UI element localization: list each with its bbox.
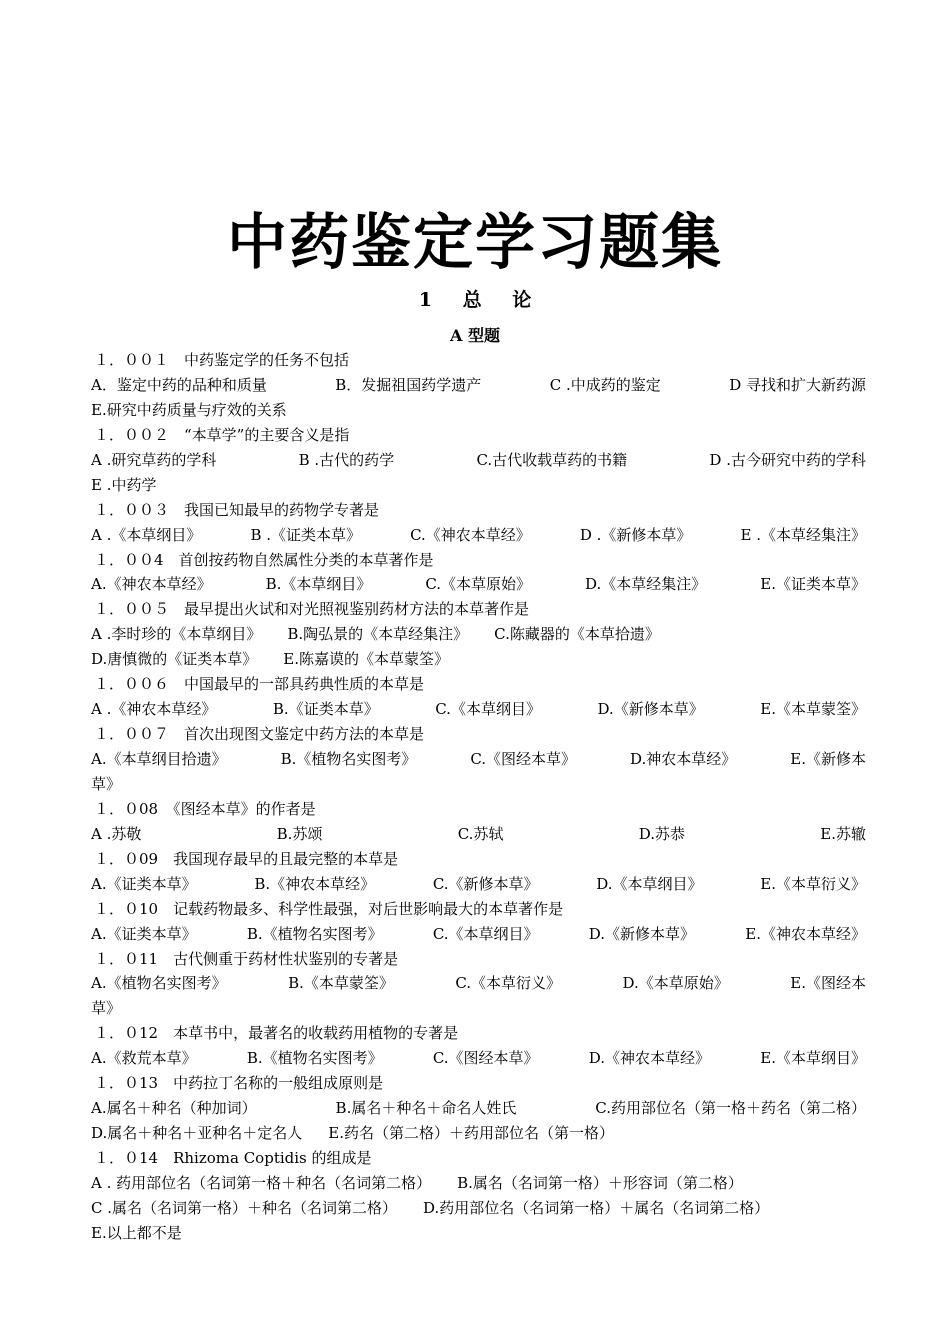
question-stem: １．００4 首创按药物自然属性分类的本草著作是 bbox=[94, 550, 434, 569]
option-line bbox=[91, 448, 866, 473]
option: A．鉴定中药的品种和质量 bbox=[91, 375, 267, 394]
option: C.苏轼 bbox=[457, 824, 504, 843]
option: D.《本草纲目》 bbox=[596, 874, 703, 893]
option: D.《神农本草经》 bbox=[588, 1049, 711, 1068]
option-line bbox=[91, 922, 866, 947]
option: B.属名（名词第一格）＋形容词（第二格） bbox=[457, 1173, 743, 1192]
option: B.《本草蒙筌》 bbox=[288, 974, 394, 993]
question-stem: １．００３ 我国已知最早的药物学专著是 bbox=[94, 500, 380, 519]
option: E.《本草蒙筌》 bbox=[760, 700, 866, 719]
question-list bbox=[91, 348, 866, 1246]
option: D 寻找和扩大新药源 bbox=[729, 375, 866, 394]
option-line bbox=[91, 647, 866, 672]
option: E.陈嘉谟的《本草蒙筌》 bbox=[283, 650, 449, 669]
chapter-number: 1 bbox=[418, 289, 432, 311]
option: B.《本草纲目》 bbox=[265, 575, 372, 594]
option-line bbox=[91, 822, 866, 847]
option: A.《神农本草经》 bbox=[91, 575, 212, 594]
option-line bbox=[91, 1046, 866, 1071]
option: E.《新修本 bbox=[790, 750, 866, 768]
option: B.《证类本草》 bbox=[272, 700, 379, 719]
question-stem: １．００５ 最早提出火试和对光照视鉴别药材方法的本草著作是 bbox=[94, 600, 530, 619]
option: C .中成药的鉴定 bbox=[549, 375, 661, 394]
question-stem: １．０13 中药拉丁名称的一般组成原则是 bbox=[94, 1074, 384, 1093]
document-title: 中药鉴定学习题集 bbox=[227, 208, 723, 278]
option: B.属名＋种名＋命名人姓氏 bbox=[335, 1099, 517, 1118]
option: E.以上都不是 bbox=[91, 1223, 182, 1242]
option: E.研究中药质量与疗效的关系 bbox=[91, 400, 287, 419]
option-line bbox=[91, 697, 866, 722]
question-stem: １．０14 Rhizoma Coptidis 的组成是 bbox=[94, 1149, 372, 1167]
question-stem: １．０12 本草书中，最著名的收载药用植物的专著是 bbox=[94, 1024, 459, 1043]
option: E.《图经本 bbox=[790, 974, 866, 993]
option: C.《本草衍义》 bbox=[455, 974, 562, 993]
option: A.属名＋种名（种加词） bbox=[91, 1099, 257, 1118]
question-stem: １．０08 《图经本草》的作者是 bbox=[94, 799, 316, 818]
option: C .属名（名词第一格）＋种名（名词第二格） bbox=[91, 1198, 398, 1217]
option: E.《证类本草》 bbox=[760, 575, 866, 594]
option: B.《植物名实图考》 bbox=[246, 924, 383, 943]
option: C.陈藏器的《本草拾遗》 bbox=[494, 625, 660, 644]
option: B.《植物名实图考》 bbox=[246, 1049, 383, 1068]
option: D .《新修本草》 bbox=[579, 525, 692, 544]
option: B.《神农本草经》 bbox=[254, 874, 376, 893]
question-stem: １．００７ 首次出现图文鉴定中药方法的本草是 bbox=[94, 725, 425, 744]
option-line bbox=[91, 747, 866, 772]
option: D.属名＋种名＋亚种名＋定名人 bbox=[91, 1124, 303, 1143]
option: B .《证类本草》 bbox=[250, 525, 361, 544]
option: 草》 bbox=[91, 774, 122, 793]
question-stem: １．０11 古代侧重于药材性状鉴别的专著是 bbox=[94, 949, 399, 968]
option: B.陶弘景的《本草经集注》 bbox=[287, 625, 469, 644]
option: E.《本草衍义》 bbox=[760, 874, 866, 893]
option: B.苏颂 bbox=[276, 824, 323, 843]
option: E.《神农本草经》 bbox=[745, 924, 866, 943]
option-line bbox=[91, 622, 866, 647]
option: A .李时珍的《本草纲目》 bbox=[91, 625, 262, 644]
option: C.《本草纲目》 bbox=[435, 700, 541, 719]
option-line bbox=[91, 1171, 866, 1196]
option-line bbox=[91, 398, 866, 423]
option-line bbox=[91, 373, 866, 398]
option: D.《本草经集注》 bbox=[585, 575, 707, 594]
option: C.古代收载草药的书籍 bbox=[476, 450, 628, 469]
option: A.《证类本草》 bbox=[91, 874, 197, 893]
option: B .古代的药学 bbox=[298, 450, 395, 469]
option: D.《新修本草》 bbox=[597, 700, 704, 719]
question-stem: １．００２ “本草学”的主要含义是指 bbox=[94, 425, 350, 444]
option-line bbox=[91, 572, 866, 597]
option: A .《本草纲目》 bbox=[91, 525, 202, 544]
option-line bbox=[91, 872, 866, 897]
option: A.《本草纲目拾遗》 bbox=[91, 750, 227, 768]
option: C.《神农本草经》 bbox=[410, 525, 531, 544]
option: D.药用部位名（名词第一格）＋属名（名词第二格） bbox=[423, 1198, 770, 1217]
option: D.唐慎微的《证类本草》 bbox=[91, 650, 258, 669]
chapter-heading bbox=[0, 286, 950, 314]
option: D.神农本草经》 bbox=[630, 750, 737, 768]
option: E .中药学 bbox=[91, 475, 157, 494]
option: A.《证类本草》 bbox=[91, 924, 197, 943]
option: A.《救荒本草》 bbox=[91, 1049, 197, 1068]
option: 草》 bbox=[91, 999, 122, 1018]
chapter-title-char-2: 论 bbox=[512, 289, 532, 311]
option: C.《本草原始》 bbox=[425, 575, 532, 594]
option-line bbox=[91, 772, 866, 797]
option: C.《图经本草》 bbox=[470, 750, 577, 768]
question-stem: １．０09 我国现存最早的且最完整的本草是 bbox=[94, 849, 399, 868]
option-line bbox=[91, 1221, 866, 1246]
option: A.《植物名实图考》 bbox=[91, 974, 227, 993]
option: C.《本草纲目》 bbox=[432, 924, 539, 943]
option-line bbox=[91, 1196, 866, 1221]
option: D.《本草原始》 bbox=[622, 974, 729, 993]
option: A . 药用部位名（名词第一格＋种名（名词第二格） bbox=[91, 1173, 432, 1192]
option: E.《本草纲目》 bbox=[760, 1049, 866, 1068]
question-stem: １．００６ 中国最早的一部具药典性质的本草是 bbox=[94, 675, 425, 694]
option: A .苏敬 bbox=[91, 824, 142, 843]
option: D.苏恭 bbox=[638, 824, 685, 843]
option: E.药名（第二格）＋药用部位名（第一格） bbox=[328, 1124, 614, 1143]
question-stem: １．０10 记载药物最多、科学性最强，对后世影响最大的本草著作是 bbox=[94, 899, 564, 918]
option: E.苏辙 bbox=[820, 824, 866, 843]
option-line bbox=[91, 971, 866, 996]
option: D.《新修本草》 bbox=[588, 924, 696, 943]
option: E .《本草经集注》 bbox=[740, 525, 866, 544]
option-line bbox=[91, 1096, 866, 1121]
chapter-title-char-1: 总 bbox=[462, 289, 482, 311]
option-line bbox=[91, 473, 866, 498]
option-line bbox=[91, 1121, 866, 1146]
option-line bbox=[91, 996, 866, 1021]
option: B.《植物名实图考》 bbox=[280, 750, 417, 768]
option: B．发掘祖国药学遗产 bbox=[335, 375, 482, 394]
option-line bbox=[91, 523, 866, 548]
option: A .研究草药的学科 bbox=[91, 450, 217, 469]
option: C.药用部位名（第一格＋药名（第二格） bbox=[595, 1099, 866, 1118]
option: C.《图经本草》 bbox=[432, 1049, 539, 1068]
option: A .《神农本草经》 bbox=[91, 700, 217, 719]
section-heading: A 型题 bbox=[450, 326, 500, 345]
question-stem: １．００１ 中药鉴定学的任务不包括 bbox=[94, 351, 350, 369]
option: C.《新修本草》 bbox=[432, 874, 539, 893]
option: D .古今研究中药的学科 bbox=[709, 450, 866, 469]
